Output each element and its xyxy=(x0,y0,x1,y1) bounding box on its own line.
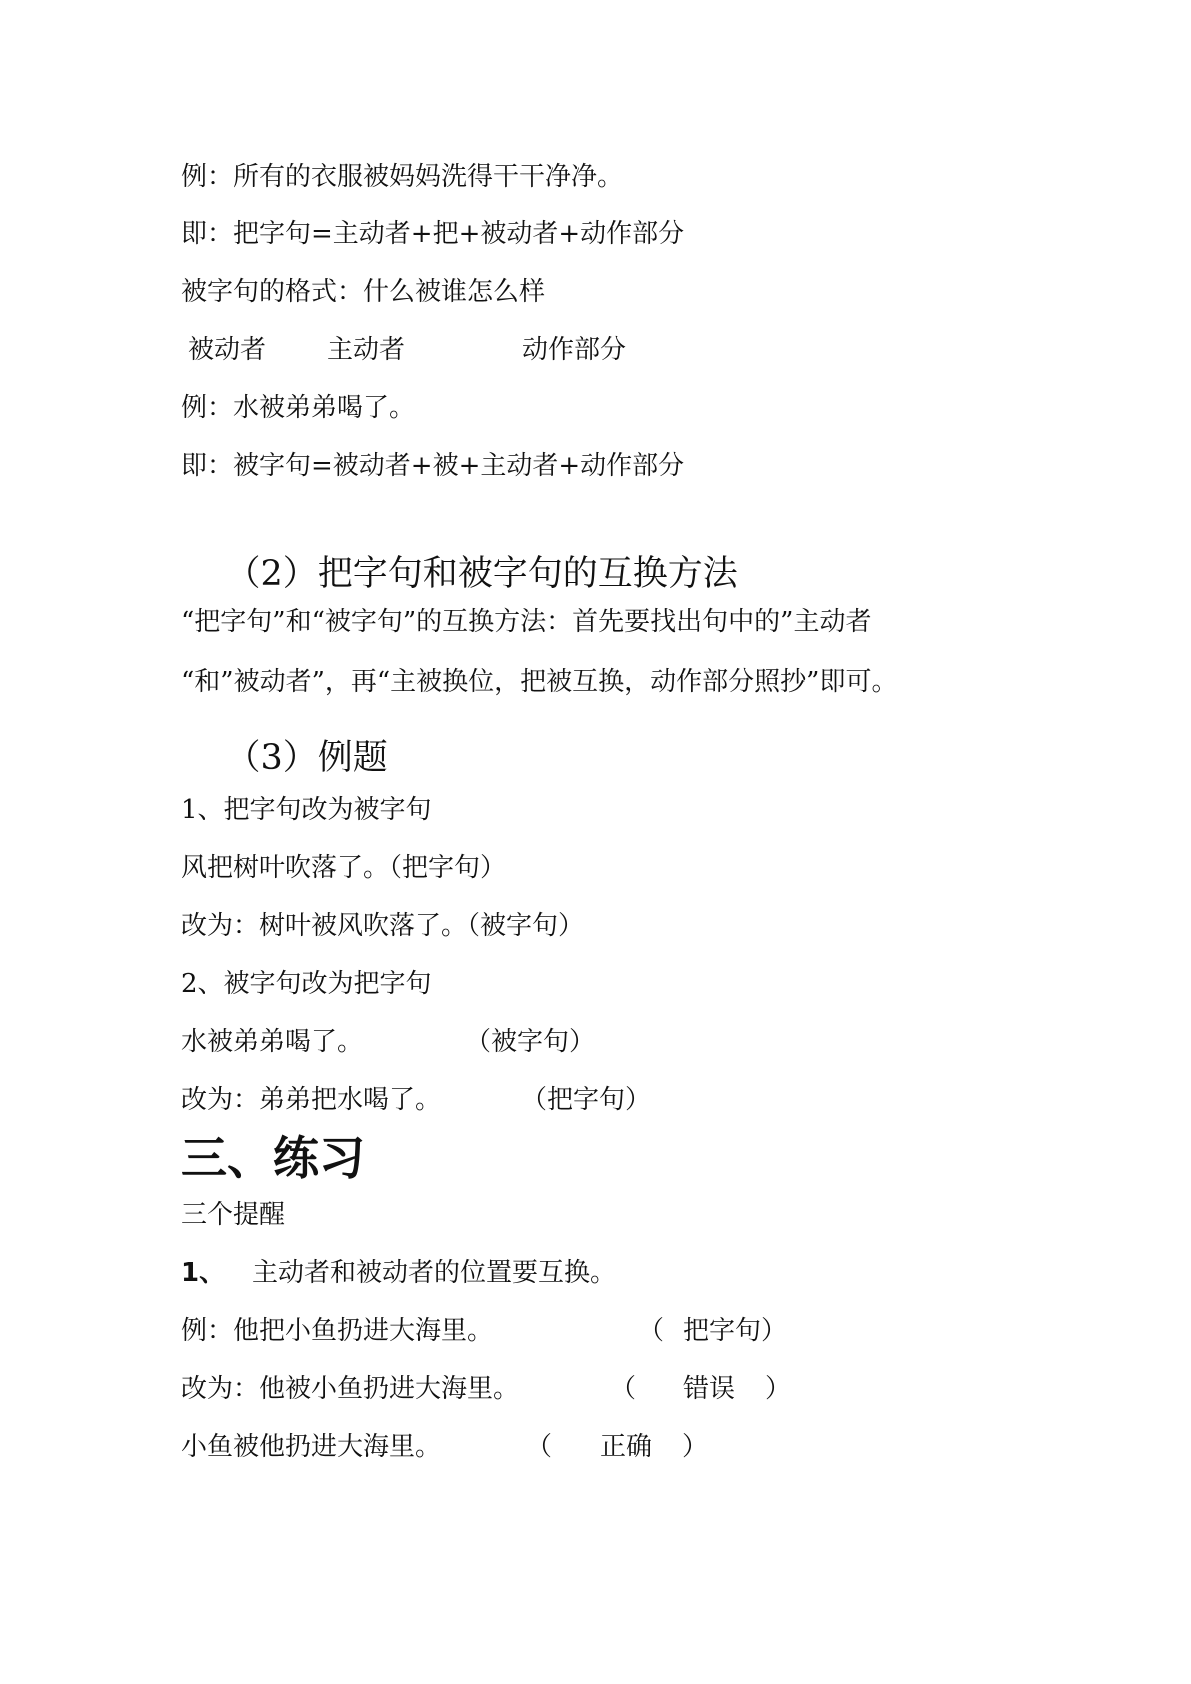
formula-bei-sentence: 即：被字句=被动者+被+主动者+动作部分 xyxy=(181,451,685,481)
example-line-2: 例：水被弟弟喝了。 xyxy=(181,393,416,423)
paragraph-line-1: “把字句”和“被字句”的互换方法：首先要找出句中的”主动者 xyxy=(181,607,872,637)
section-heading-3-text: （3）例题 xyxy=(225,738,388,778)
reminder-wrong-open: （ xyxy=(610,1374,637,1404)
reminder-example-paren: （ xyxy=(638,1316,665,1346)
section-heading-2-text: （2）把字句和被字句的互换方法 xyxy=(225,554,738,594)
exercise-2-original: 水被弟弟喝了。 xyxy=(181,1027,364,1057)
chapter-heading: 三、练习 xyxy=(181,1131,365,1185)
reminder-example-tag: 把字句） xyxy=(683,1316,788,1346)
exercise-2-answer-tag: （把字句） xyxy=(521,1085,652,1115)
reminder-1-number: 1、 xyxy=(181,1258,226,1288)
reminder-title: 三个提醒 xyxy=(181,1200,286,1230)
exercise-2-answer: 改为：弟弟把水喝了。 xyxy=(181,1085,442,1115)
exercise-2-original-tag: （被字句） xyxy=(465,1027,596,1057)
reminder-example: 例：他把小鱼扔进大海里。 xyxy=(181,1316,494,1346)
reminder-correct-close: ） xyxy=(682,1432,709,1462)
reminder-correct-open: （ xyxy=(526,1432,553,1462)
reminder-wrong: 改为：他被小鱼扔进大海里。 xyxy=(181,1374,520,1404)
reminder-correct: 小鱼被他扔进大海里。 xyxy=(181,1432,442,1462)
reminder-1-text: 主动者和被动者的位置要互换。 xyxy=(252,1258,617,1288)
exercise-1-title: 1、把字句改为被字句 xyxy=(181,795,432,825)
paragraph-line-2: “和”被动者”，再“主被换位，把被互换，动作部分照抄”即可。 xyxy=(181,667,898,697)
reminder-correct-tag: 正确 xyxy=(600,1432,653,1462)
exercise-1-answer: 改为：树叶被风吹落了。（被字句） xyxy=(181,911,585,941)
reminder-wrong-tag: 错误 xyxy=(683,1374,736,1404)
label-passive: 被动者 xyxy=(188,335,267,365)
label-action: 动作部分 xyxy=(522,335,627,365)
exercise-2-title: 2、被字句改为把字句 xyxy=(181,969,432,999)
label-active: 主动者 xyxy=(327,335,406,365)
bei-format-line: 被字句的格式：什么被谁怎么样 xyxy=(181,277,546,307)
reminder-wrong-close: ） xyxy=(765,1374,792,1404)
formula-ba-sentence: 即：把字句=主动者+把+被动者+动作部分 xyxy=(181,219,685,249)
exercise-1-original: 风把树叶吹落了。（把字句） xyxy=(181,853,507,883)
example-line-1: 例：所有的衣服被妈妈洗得干干净净。 xyxy=(181,162,624,192)
